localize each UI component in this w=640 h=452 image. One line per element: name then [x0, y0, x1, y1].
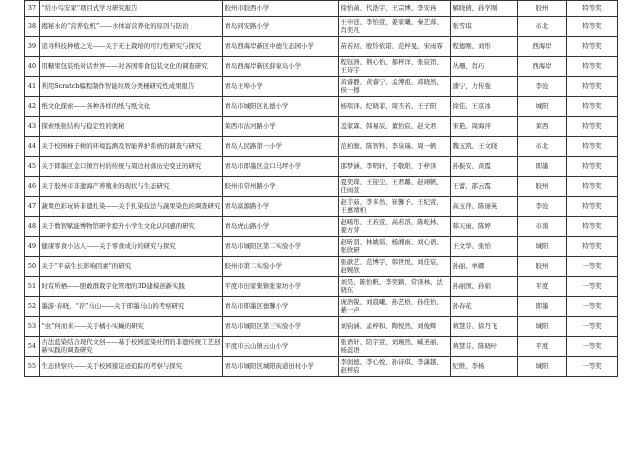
- school-name: 胶州市常州路小学: [223, 177, 339, 197]
- advisors: 魏玉凯、王文晓: [451, 137, 518, 157]
- school-name: 莱西市沽河路小学: [223, 117, 339, 137]
- school-name: 青岛市城阳区城阳街道田村小学: [223, 357, 339, 377]
- prize-level: 特等奖: [567, 157, 618, 177]
- table-row: [25, 257, 618, 277]
- row-number: 50: [25, 257, 40, 277]
- district: 胶州: [518, 257, 567, 277]
- advisors: 蒋慧芬、陈晓叶: [451, 337, 518, 357]
- district: 即墨: [518, 297, 567, 317]
- team-members: 黄睿静、黄睿宁、孟溥祖、邓晓然、侯一穆: [339, 77, 451, 97]
- school-name: 平度市田家集镇张家坊小学: [223, 277, 339, 297]
- project-title: 纸文化探索——各种各样的纸与纸文化: [40, 97, 223, 117]
- school-name: 平度市云山镇云山小学: [223, 337, 339, 357]
- row-number: 55: [25, 357, 40, 377]
- row-number: 51: [25, 277, 40, 297]
- school-name: 青岛市城阳区第三实验小学: [223, 317, 339, 337]
- team-members: 张歆艺、范博宇、韩世悦、刘佳宸、赵婉欣: [339, 257, 451, 277]
- team-members: 盖家霖、韩易辰、董怡宸、赵文君: [339, 117, 451, 137]
- team-members: 刘昊、陈怡帆、李奕颖、常泽林、法晓东: [339, 277, 451, 297]
- project-title: 关于“平菇生长影响因素”的研究: [40, 257, 223, 277]
- school-name: 青岛西海岸新区薛家岛小学: [223, 57, 339, 77]
- project-title: 关于胶州市非遗海产养殖业的现状与生态研究: [40, 177, 223, 197]
- prize-level: 一等奖: [567, 337, 618, 357]
- prize-level: 特等奖: [567, 177, 618, 197]
- table-row: [25, 37, 618, 57]
- row-number: 46: [25, 177, 40, 197]
- team-members: 赵芋茹、李多然、崔馨予、王纪萱、王惠靖柏: [339, 197, 451, 217]
- school-name: 青岛市即墨区德馨小学: [223, 297, 339, 317]
- row-number: 42: [25, 97, 40, 117]
- project-title: 利用Scratch编程制作智能垃圾分类桶研究性成果报告: [40, 77, 223, 97]
- prize-level: 特等奖: [567, 1, 618, 17]
- advisors: 程德刚、刘彤: [451, 37, 518, 57]
- prize-level: 特等奖: [567, 77, 618, 97]
- district: 莱西: [518, 117, 567, 137]
- row-number: 40: [25, 57, 40, 77]
- row-number: 41: [25, 77, 40, 97]
- project-title: “给小鸟安家”项目式学习研究报告: [40, 1, 223, 17]
- advisors: 孙丽、单卿: [451, 257, 518, 277]
- row-number: 49: [25, 237, 40, 257]
- table-row: [25, 17, 618, 37]
- school-name: 青岛虎山路小学: [223, 217, 339, 237]
- awards-table: [24, 0, 618, 377]
- district: 市南: [518, 217, 567, 237]
- school-name: 青岛富源路小学: [223, 197, 339, 217]
- project-title: 蔬果色彩玩转非遗扎染——关于扎染技法与蔬果染色的调查研究: [40, 197, 223, 217]
- school-name: 青岛市即墨区金口马坪小学: [223, 157, 339, 177]
- school-name: 胶州市第二实验小学: [223, 257, 339, 277]
- project-title: 关于即墨区金口镇宫村的传统与周边村落历史变迁的研究: [40, 157, 223, 177]
- school-name: 青岛市城阳区第二实验小学: [223, 237, 339, 257]
- team-members: 邵梦涵、李明轩、于敬阳、于梓泽: [339, 157, 451, 177]
- advisors: 丛珊、肖巧: [451, 57, 518, 77]
- prize-level: 一等奖: [567, 277, 618, 297]
- prize-level: 特等奖: [567, 197, 618, 217]
- school-name: 青岛王埠小学: [223, 77, 339, 97]
- project-title: 用糖果包装纸对话世界——对各国零食包装文化的调查研究: [40, 57, 223, 77]
- row-number: 44: [25, 137, 40, 157]
- table-row: [25, 337, 618, 357]
- table-row: [25, 97, 618, 117]
- team-members: 程钰洲、荆心怡、郝梓洋、张宸馆、王诗宇: [339, 57, 451, 77]
- school-name: 青岛同安路小学: [223, 17, 339, 37]
- advisors: 纪维、李杨: [451, 357, 518, 377]
- team-members: 赵晞彤、王若萱、高若溶、陈屹林、姜方芽: [339, 217, 451, 237]
- school-name: 青岛西海岸新区中德生态园小学: [223, 37, 339, 57]
- prize-level: 特等奖: [567, 97, 618, 117]
- team-members: 赵昕羽、林姚瑶、杨湘雨、刘心语、张欣研: [339, 237, 451, 257]
- table-row: [25, 217, 618, 237]
- row-number: 47: [25, 197, 40, 217]
- district: 城阳: [518, 317, 567, 337]
- district: 平度: [518, 337, 567, 357]
- table-row: [25, 177, 618, 197]
- team-members: 苗若初、殷铃依诺、范梓旻、宋雨霏: [339, 37, 451, 57]
- project-title: 追寻科技种植之光——关于无土栽培的可行性研究与探究: [40, 37, 223, 57]
- advisors: 徐佳、王京冰: [451, 97, 518, 117]
- table-body: [25, 1, 618, 377]
- advisors: 蒋慧芬、徐丹飞: [451, 317, 518, 337]
- district: 胶州: [518, 177, 567, 197]
- project-title: 关于校园柿子树的环境监测及智能养护系统的调查与研究: [40, 137, 223, 157]
- district: 城阳: [518, 357, 567, 377]
- team-members: 杨琰泽、纪晓菲、周丕若、王子阳: [339, 97, 451, 117]
- table-row: [25, 197, 618, 217]
- district: 西海岸: [518, 57, 567, 77]
- prize-level: 特等奖: [567, 117, 618, 137]
- project-title: 健康零食小达人——关于零食成分的研究与探究: [40, 237, 223, 257]
- project-title: 古法蓝染结合现代文创——基于校园蓝染社团的非遗传统工艺创新实践的调查研究: [40, 337, 223, 357]
- team-members: 徐怡菡、代浩宇、王宗博、李安冉: [339, 1, 451, 17]
- prize-level: 一等奖: [567, 297, 618, 317]
- prize-level: 特等奖: [567, 57, 618, 77]
- district: 平度: [518, 277, 567, 297]
- advisors: 宋艳、周海萍: [451, 117, 518, 137]
- table-row: [25, 137, 618, 157]
- advisors: 王文华、张怡: [451, 237, 518, 257]
- team-members: 范柏骏、陈智科、李泉瑞、周一帆: [339, 137, 451, 157]
- table-row: [25, 57, 618, 77]
- row-number: 37: [25, 1, 40, 17]
- row-number: 48: [25, 217, 40, 237]
- team-members: 庞浩锐、刘晨曦、孙艺格、孙佳怡、綦一声: [339, 297, 451, 317]
- school-name: 青岛人民路第一小学: [223, 137, 339, 157]
- advisors: 孙丽国、孙娟: [451, 277, 518, 297]
- project-title: “虫”何而来——关于橘小实蝇的研究: [40, 317, 223, 337]
- district: 即墨: [518, 157, 567, 177]
- school-name: 青岛市城阳区礼德小学: [223, 97, 339, 117]
- table-row: [25, 157, 618, 177]
- team-members: 张语轩、陪宇萱、刘琬然、臧圣丽、杨蕊语: [339, 337, 451, 357]
- project-title: 墨游·春晓，“荐”马山——关于即墨马山的考察研究: [40, 297, 223, 317]
- row-number: 45: [25, 157, 40, 177]
- advisors: 韩天雨、陈婷: [451, 217, 518, 237]
- district: 李沧: [518, 77, 567, 97]
- prize-level: 一等奖: [567, 357, 618, 377]
- advisors: 孙春花: [451, 297, 518, 317]
- team-members: 夏奕琛、王迎尘、王君璐、赵翊帆、任雨萱: [339, 177, 451, 197]
- project-title: 关于数智赋能博物馆研学提升小学生文化认同感的研究: [40, 217, 223, 237]
- project-title: 揭秘水的“营养危机”——水体富营养化的原因与防治: [40, 17, 223, 37]
- advisors: 张雪琪: [451, 17, 518, 37]
- prize-level: 特等奖: [567, 237, 618, 257]
- row-number: 43: [25, 117, 40, 137]
- advisors: 高玉萍、陈丽英: [451, 197, 518, 217]
- project-title: 时有所栖——胆敢群栽宇化管理的3D建模创新实践: [40, 277, 223, 297]
- district: 市北: [518, 137, 567, 157]
- row-number: 38: [25, 17, 40, 37]
- project-title: 探索纸张结构与稳定性的奥秘: [40, 117, 223, 137]
- row-number: 52: [25, 297, 40, 317]
- advisors: 孙振安、黄霞: [451, 157, 518, 177]
- table-row: [25, 1, 618, 17]
- prize-level: 特等奖: [567, 37, 618, 57]
- prize-level: 特等奖: [567, 17, 618, 37]
- table-row: [25, 297, 618, 317]
- table-row: [25, 237, 618, 257]
- prize-level: 一等奖: [567, 257, 618, 277]
- table-row: [25, 317, 618, 337]
- district: 城阳: [518, 97, 567, 117]
- district: 西海岸: [518, 37, 567, 57]
- row-number: 53: [25, 317, 40, 337]
- prize-level: 特等奖: [567, 217, 618, 237]
- prize-level: 特等奖: [567, 137, 618, 157]
- district: 李沧: [518, 197, 567, 217]
- team-members: 刘钧涵、孟梓和、陶悦然、刘俊辉: [339, 317, 451, 337]
- table-row: [25, 117, 618, 137]
- district: 胶州: [518, 1, 567, 17]
- table-row: [25, 277, 618, 297]
- team-members: 王申廷、李怡萱、姜家曦、秦艺蓉、肖奕凡: [339, 17, 451, 37]
- district: 城阳: [518, 237, 567, 257]
- school-name: 胶州市胶西小学: [223, 1, 339, 17]
- table-row: [25, 77, 618, 97]
- row-number: 39: [25, 37, 40, 57]
- advisors: 潘宁、力传强: [451, 77, 518, 97]
- prize-level: 一等奖: [567, 317, 618, 337]
- advisors: 王蕾、邵云霞: [451, 177, 518, 197]
- team-members: 李润德、李心悦、孙诗琪、李潇越、赵梓宸: [339, 357, 451, 377]
- advisors: 解晓倩、孙学刚: [451, 1, 518, 17]
- project-title: 生态侦察兵——关于校园獴足迹追踪的考察与探究: [40, 357, 223, 377]
- row-number: 54: [25, 337, 40, 357]
- district: 市北: [518, 17, 567, 37]
- table-row: [25, 357, 618, 377]
